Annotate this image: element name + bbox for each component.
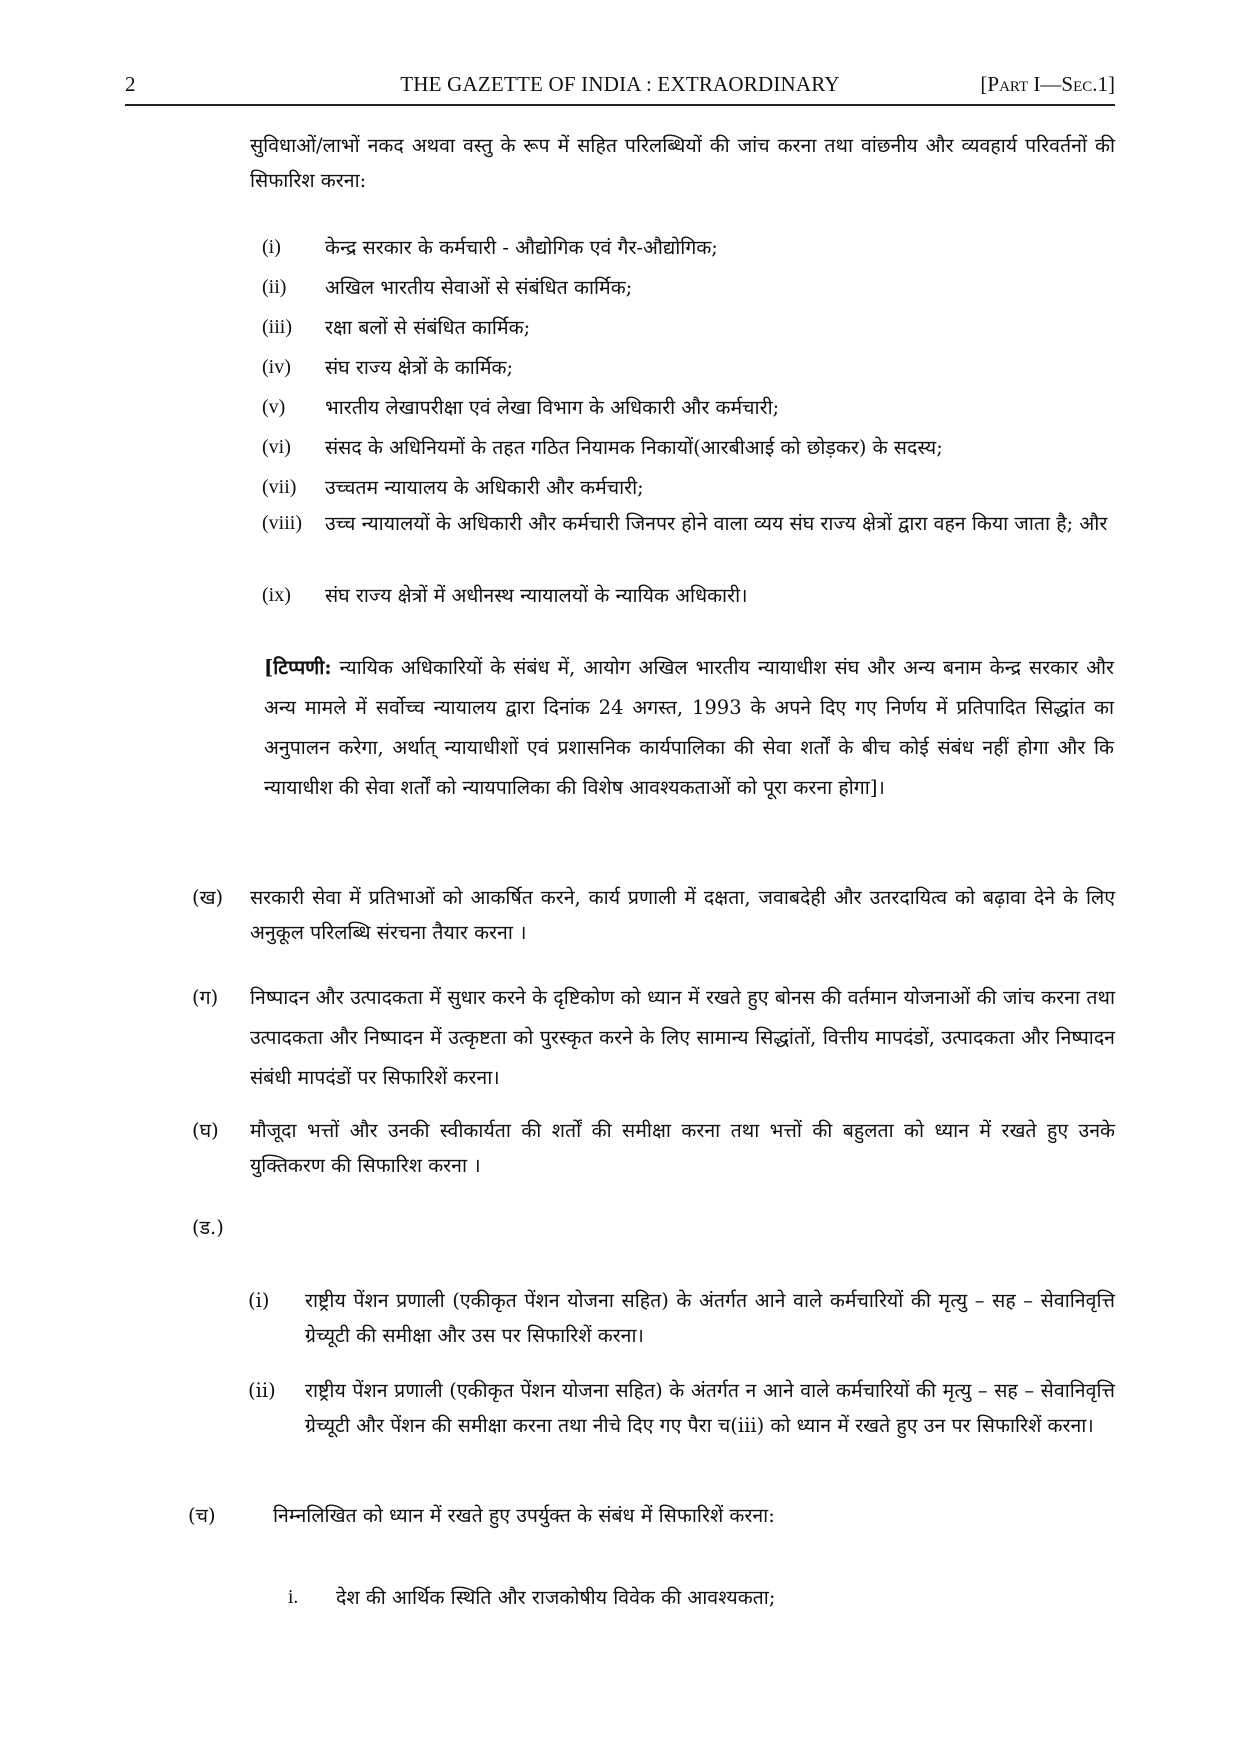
list-item-text: उच्चतम न्यायालय के अधिकारी और कर्मचारी; [325, 476, 644, 499]
part-section-label: [Part I—Sec.1] [980, 72, 1115, 96]
list-item-text: संघ राज्य क्षेत्रों के कार्मिक; [325, 356, 514, 379]
list-item-number: (i) [262, 236, 281, 258]
section-number: (च) [188, 1504, 216, 1527]
list-item-text: अखिल भारतीय सेवाओं से संबंधित कार्मिक; [325, 276, 633, 299]
note-text: न्यायिक अधिकारियों के संबंध में, आयोग अखिल भारतीय न्यायाधीश संघ और अन्य बनाम केन्द्र सरकार और अन्य मामले में सर्वोच्च न्यायालय द्वारा दिनांक 24 अगस्त, 1993 के अपने दिए गए निर्णय में प्रतिपादित सिद्धांत का अनुपालन करेगा, अर्थात् न्यायाधीशों एवं प्रशासनिक कार्यपालिका की सेवा शर्तों के बीच कोई संबंध नहीं होगा और कि न्यायाधीश की सेवा शर्तों को न्यायपालिका की विशेष आवश्यकताओं को पूरा करना होगा]। [264, 656, 1114, 799]
section-item-text: देश की आर्थिक स्थिति और राजकोषीय विवेक की आवश्यकता; [336, 1586, 776, 1609]
list-item-number: (vi) [262, 436, 291, 458]
list-item-number: (viii) [262, 512, 302, 534]
section-text: सरकारी सेवा में प्रतिभाओं को आकर्षित करने, कार्य प्रणाली में दक्षता, जवाबदेही और उतरदायित्व को बढ़ावा देने के लिए अनुकूल परिलब्धि संरचना तैयार करना । [250, 886, 1115, 944]
section-item-number: i. [288, 1587, 299, 1608]
section-text: मौजूदा भत्तों और उनकी स्वीकार्यता की शर्तों की समीक्षा करना तथा भत्तों की बहुलता को ध्यान में रखते हुए उनके युक्तिकरण की सिफारिश करना । [250, 1119, 1115, 1177]
list-item-number: (vii) [262, 476, 297, 498]
list-item-text: रक्षा बलों से संबंधित कार्मिक; [325, 316, 531, 339]
section-item-text: राष्ट्रीय पेंशन प्रणाली (एकीकृत पेंशन योजना सहित) के अंतर्गत आने वाले कर्मचारियों की मृत्यु – सह – सेवानिवृत्ति ग्रेच्यूटी की समीक्षा और उस पर सिफारिशें करना। [305, 1289, 1115, 1347]
list-item-text: उच्च न्यायालयों के अधिकारी और कर्मचारी जिनपर होने वाला व्यय संघ राज्य क्षेत्रों द्वारा वहन किया जाता है; और [325, 512, 1108, 535]
list-item-text: संघ राज्य क्षेत्रों में अधीनस्थ न्यायालयों के न्यायिक अधिकारी। [325, 584, 748, 607]
list-item-text: भारतीय लेखापरीक्षा एवं लेखा विभाग के अधिकारी और कर्मचारी; [325, 396, 780, 419]
list-item-number: (iv) [262, 356, 291, 378]
section-number: (ड.) [192, 1216, 224, 1239]
section-item-number: (i) [248, 1289, 270, 1312]
list-item-number: (v) [262, 396, 286, 418]
intro-paragraph: सुविधाओं/लाभों नकद अथवा वस्तु के रूप में सहित परिलब्धियों की जांच करना तथा वांछनीय और व्यवहार्य परिवर्तनों की सिफारिश करना: [250, 134, 1115, 192]
section-number: (ख) [192, 886, 224, 909]
gazette-title: THE GAZETTE OF INDIA : EXTRAORDINARY [400, 72, 840, 96]
section-text: निम्नलिखित को ध्यान में रखते हुए उपर्युक्त के संबंध में सिफारिशें करना: [273, 1504, 775, 1527]
section-item-number: (ii) [248, 1379, 276, 1402]
section-item-text: राष्ट्रीय पेंशन प्रणाली (एकीकृत पेंशन योजना सहित) के अंतर्गत न आने वाले कर्मचारियों की मृत्यु – सह – सेवानिवृत्ति ग्रेच्यूटी और पेंशन की समीक्षा करना तथा नीचे दिए गए पैरा च(iii) को ध्यान में रखते हुए उन पर सिफारिशें करना। [305, 1379, 1115, 1437]
section-number: (ग) [192, 986, 219, 1009]
list-item-number: (ix) [262, 584, 291, 606]
section-number: (घ) [192, 1119, 219, 1142]
page-number: 2 [125, 72, 136, 96]
list-item-text: केन्द्र सरकार के कर्मचारी - औद्योगिक एवं गैर-औद्योगिक; [325, 236, 718, 259]
note-label: [टिप्पणी: [264, 656, 332, 679]
header-rule [125, 104, 1115, 106]
list-item-text: संसद के अधिनियमों के तहत गठित नियामक निकायों(आरबीआई को छोड़कर) के सदस्य; [325, 436, 943, 459]
note-paragraph [264, 648, 1114, 808]
list-item-number: (ii) [262, 276, 287, 298]
section-text: निष्पादन और उत्पादकता में सुधार करने के दृष्टिकोण को ध्यान में रखते हुए बोनस की वर्तमान योजनाओं की जांच करना तथा उत्पादकता और निष्पादन में उत्कृष्टता को पुरस्कृत करने के लिए सामान्य सिद्धांतों, वित्तीय मापदंडों, उत्पादकता और निष्पादन संबंधी मापदंडों पर सिफारिशें करना। [250, 986, 1115, 1089]
list-item-number: (iii) [262, 316, 292, 338]
page-header [125, 72, 1115, 102]
